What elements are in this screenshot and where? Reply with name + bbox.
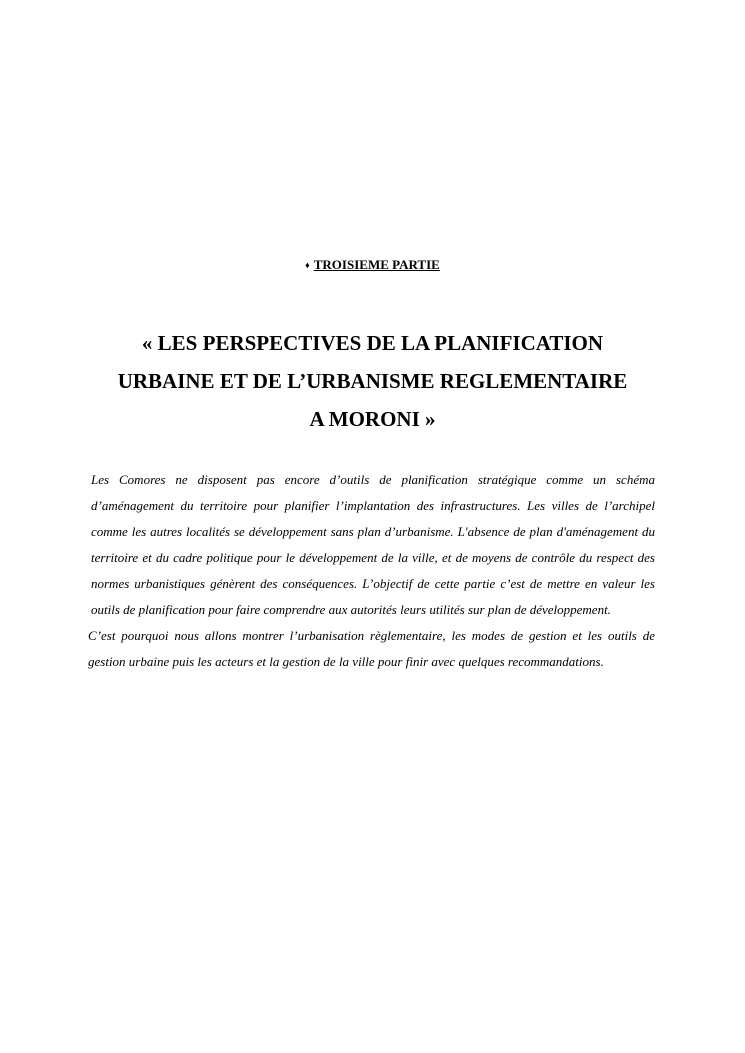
body-text — [88, 467, 655, 675]
part-label: TROISIEME PARTIE — [313, 257, 440, 272]
title-line-1: « LES PERSPECTIVES DE LA PLANIFICATION — [141, 331, 604, 355]
paragraph-2: C’est pourquoi nous allons montrer l’urbanisation règlementaire, les modes de gestion et les outils de gestion urbaine puis les acteurs et la gestion de la ville pour finir avec quelques recommandations. — [88, 628, 655, 669]
part-heading — [0, 256, 745, 274]
paragraph-1: Les Comores ne disposent pas encore d’outils de planification stratégique comme un schéma d’aménagement du territoire pour planifier l’implantation des infrastructures. Les villes de l’archipel comme les autres localités se développement sans plan d’urbanisme. L'absence de plan d'aménagement du territoire et du cadre politique pour le développement de la ville, et de moyens de contrôle du respect des normes urbanistiques génèrent des conséquences. L’objectif de cette partie c’est de mettre en valeur les outils de planification pour faire comprendre aux autorités leurs utilités sur plan de développement. — [91, 472, 655, 617]
main-title — [70, 324, 675, 438]
diamond-bullet-icon: ♦ — [305, 260, 310, 270]
title-line-2: URBAINE ET DE L’URBANISME REGLEMENTAIRE — [117, 369, 628, 393]
title-line-3: A MORONI » — [309, 407, 436, 431]
